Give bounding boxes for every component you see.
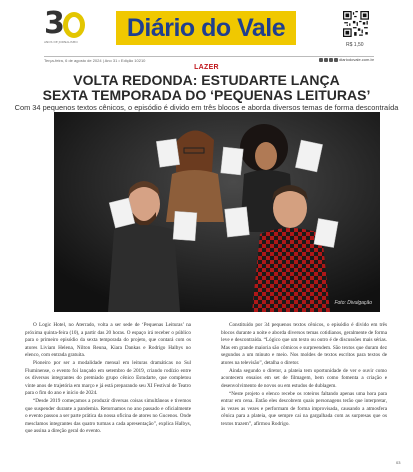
section-tag: LAZER bbox=[194, 64, 219, 71]
paragraph: “Desde 2019 começamos a produzir diversas coisas simultâneas e tivemos que suspender durante a pandemia. Retornamos no ano passado e oficialmente o evento passou a ser parte prática da nossa oficina de atores no Gucenos. Onde mesclamos integrantes das quatro turmas a cada apresentação”, explica Halbys, que assina a direção geral do evento. bbox=[25, 398, 191, 434]
youtube-icon[interactable] bbox=[329, 58, 333, 62]
paragraph: Constituído por 34 pequenos textos cênicos, o episódio é divido em três blocos durante a noite e aborda diversos temas cotidianos, geralmente de forma leve e descontraída. “Lógico que um texto ou outro é de discussões mais sérias. Mas em grande maioria são cômicos e surpreendem. São textos que duram dez segundos a um minuto e meio. Nos moldes de textos escritos para textos de atores na televisão”, detalha o diretor. bbox=[221, 322, 387, 366]
anniversary-logo bbox=[44, 6, 88, 44]
anniversary-ring-icon bbox=[63, 12, 85, 38]
headline-line-2: SEXTA TEMPORADA DO ‘PEQUENAS LEITURAS’ bbox=[42, 86, 371, 103]
anniversary-number: 3 bbox=[44, 6, 63, 41]
newspaper-name: Diário do Vale bbox=[126, 14, 286, 42]
article-photo[interactable] bbox=[54, 112, 380, 312]
social-links bbox=[319, 57, 374, 62]
twitter-icon[interactable] bbox=[324, 58, 328, 62]
masthead bbox=[0, 0, 413, 54]
anniversary-caption: ANOS DE JORNALISMO bbox=[44, 40, 78, 44]
article-column-right bbox=[221, 322, 387, 429]
headline bbox=[20, 73, 393, 102]
qr-code-icon bbox=[343, 11, 369, 37]
subheadline: Com 34 pequenos textos cênicos, o episódio é divido em três blocos e aborda diversos temas de forma descontraída bbox=[14, 103, 399, 112]
dateline: Terça-feira, 6 de agosto de 2024 | Ano 31 • Edição 10210 bbox=[44, 58, 146, 63]
page-number: 03 bbox=[396, 460, 401, 465]
facebook-icon[interactable] bbox=[334, 58, 338, 62]
newspaper-logo[interactable] bbox=[116, 11, 296, 45]
info-bar bbox=[44, 56, 374, 62]
instagram-icon[interactable] bbox=[319, 58, 323, 62]
cast-photo-illustration bbox=[54, 112, 380, 312]
photo-credit: Foto: Divulgação bbox=[334, 300, 372, 306]
paragraph: Ainda segundo o diretor, a plateia tem oportunidade de ver e ouvir como acontecem ensaios em set de filmagem, bem como fomenta a criação e desenvolvimento de novos ou em estudos de dublagem. bbox=[221, 367, 387, 389]
paragraph: O Logic Hotel, no Aterrado, volta a ser sede de ‘Pequenas Leituras’ na próxima quinta-feira (10), a partir das 20 horas. O espaço irá receber o público para o primeiro episódio da sexta temporada do projeto, que contará com os atores Liviam Helena, Nilton Reuna, Kiara Dankas e Rodrigo Halbys no elenco, com entrada gratuita. bbox=[25, 322, 191, 358]
paragraph: Pioneiro por ser a modalidade mensal em leituras dramáticas no Sul Fluminense, o evento foi lançado em setembro de 2019, criando rodízio entre os diversos integrantes do premiado grupo cênico Estudarte, que completou vinte anos de trajetória em março e já está preparando seu XI Festival de Teatro para o fim do ano e início de 2024. bbox=[25, 360, 191, 396]
cover-price: R$ 1,50 bbox=[346, 42, 364, 48]
headline-line-1: VOLTA REDONDA: ESTUDARTE LANÇA bbox=[73, 72, 340, 88]
website-link[interactable]: diariodovale.com.br bbox=[339, 57, 374, 62]
paragraph: “Neste projeto o elenco recebe os roteiros faltando apenas uma hora para entrar em cena. Então eles descobrem quais personagens terão que interpretar, às vezes as vezes e performam de forma improvisada, causando a atmosfera cênica para a plateia, que sempre cai na gargalhada com as surpresas que os textos trazem”, afirmou Rodrigo. bbox=[221, 390, 387, 427]
article-column-left bbox=[25, 322, 191, 436]
